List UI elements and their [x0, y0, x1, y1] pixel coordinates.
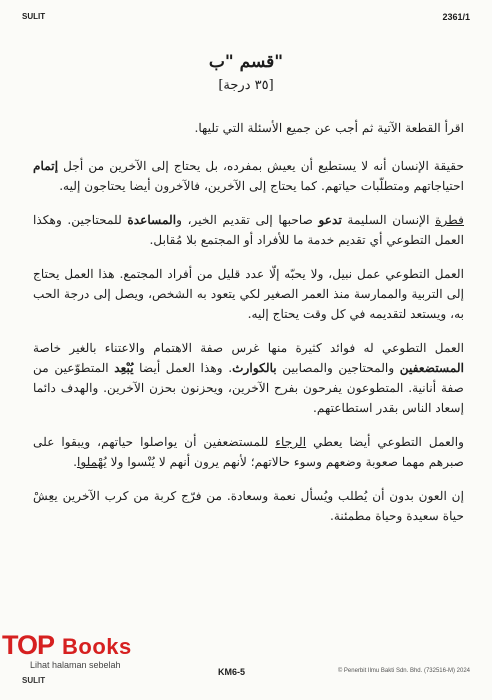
logo-books: Books — [62, 634, 132, 659]
p1-bold-1: إتمام — [33, 159, 59, 173]
paragraph-3: العمل التطوعي عمل نبيل، ولا يحبّه إلّا عدد قليل من أفراد المجتمع. هذا العمل يحتاج إلى التربية والممارسة منذ العمر الصغير لكي يتعود به الشخص، ويصل إلى درجة الحب به، ويستعد لتقديمه في كل وقت يحتاج إليه. — [33, 267, 464, 321]
p5-text-1: والعمل التطوعي أيضا يعطي — [313, 435, 465, 449]
p4-bold-3: يُبْعِد — [114, 361, 134, 375]
p2-underline-1: فطرة — [435, 213, 464, 227]
footer-page-code: KM6-5 — [218, 667, 246, 677]
footer-sulit: SULIT — [22, 676, 46, 685]
paragraph-1 — [33, 156, 464, 196]
p1-text-2: احتياجاتهم ومتطلّبات حياتهم. كما يحتاج إلى الآخرين، فالآخرون أيضا يحتاجون إليه. — [59, 179, 464, 193]
paragraph-2 — [33, 210, 464, 250]
p1-text-1: حقيقة الإنسان أنه لا يستطيع أن يعيش بمفرده، بل يحتاج إلى الآخرين من أجل — [63, 159, 465, 173]
p2-text-2: صاحبها إلى تقديم الخير، و — [176, 213, 313, 227]
footer-copyright: © Penerbit Ilmu Bakti Sdn. Bhd. (732516-M) 2024 — [337, 668, 470, 674]
paragraph-6: إن العون بدون أن يُطلب ويُسأل نعمة وسعادة. من فرّج كربة من كرب الآخرين يعِشْ حياة سعيدة وحياة مطمئنة. — [33, 489, 464, 523]
p5-underline-2: يُهْملوا — [76, 455, 107, 469]
reading-passage — [33, 118, 464, 540]
p4-text-4: المتطوّعين من صفة أنانية. المتطوعون يفرحون بفرح الآخرين، ويحزنون بحزن الآخرين. والهدف دائما إسعاد الناس بقدر استطاعتهم. — [33, 361, 464, 415]
section-marks: [٣٥ درجة] — [218, 78, 274, 93]
logo-top: TOP — [2, 630, 55, 660]
p4-text-2: والمحتاجين والمصابين — [282, 361, 395, 375]
footer-next-page: Lihat halaman sebelah — [30, 660, 121, 670]
p4-bold-1: المستضعفين — [399, 361, 465, 375]
paragraph-4 — [33, 338, 464, 418]
p2-bold-2: المساعدة — [127, 213, 177, 227]
p5-text-3: . — [73, 455, 77, 469]
p2-text-1: الإنسان السليمة — [347, 213, 430, 227]
p5-text-2: للمستضعفين أن يواصلوا حياتهم، ويبقوا على صبرهم مهما صعوبة وضعهم وسوء حالاتهم؛ لأنهم يرون أنهم لا يُنْسوا ولا — [33, 435, 464, 469]
p5-underline-1: الرجاء — [275, 435, 307, 449]
p2-text-3: للمحتاجين. وهكذا العمل التطوعي أي تقديم خدمة ما للأفراد أو المجتمع بلا مُقابل. — [33, 213, 464, 247]
paragraph-5 — [33, 432, 464, 472]
header-sulit: SULIT — [22, 12, 46, 21]
p4-text-1: العمل التطوعي له فوائد كثيرة منها غرس صفة الاهتمام والاعتناء بالغير خاصة — [33, 341, 464, 355]
p2-bold-1: تدعو — [318, 213, 342, 227]
instruction: اقرأ القطعة الآتية ثم أجب عن جميع الأسئلة التي تليها. — [194, 121, 464, 135]
p4-bold-2: بالكوارث — [232, 361, 277, 375]
p4-text-3: . وهذا العمل أيضا — [139, 361, 233, 375]
header-paper-code: 2361/1 — [442, 12, 470, 22]
section-title: قسم "ب" — [208, 52, 284, 72]
